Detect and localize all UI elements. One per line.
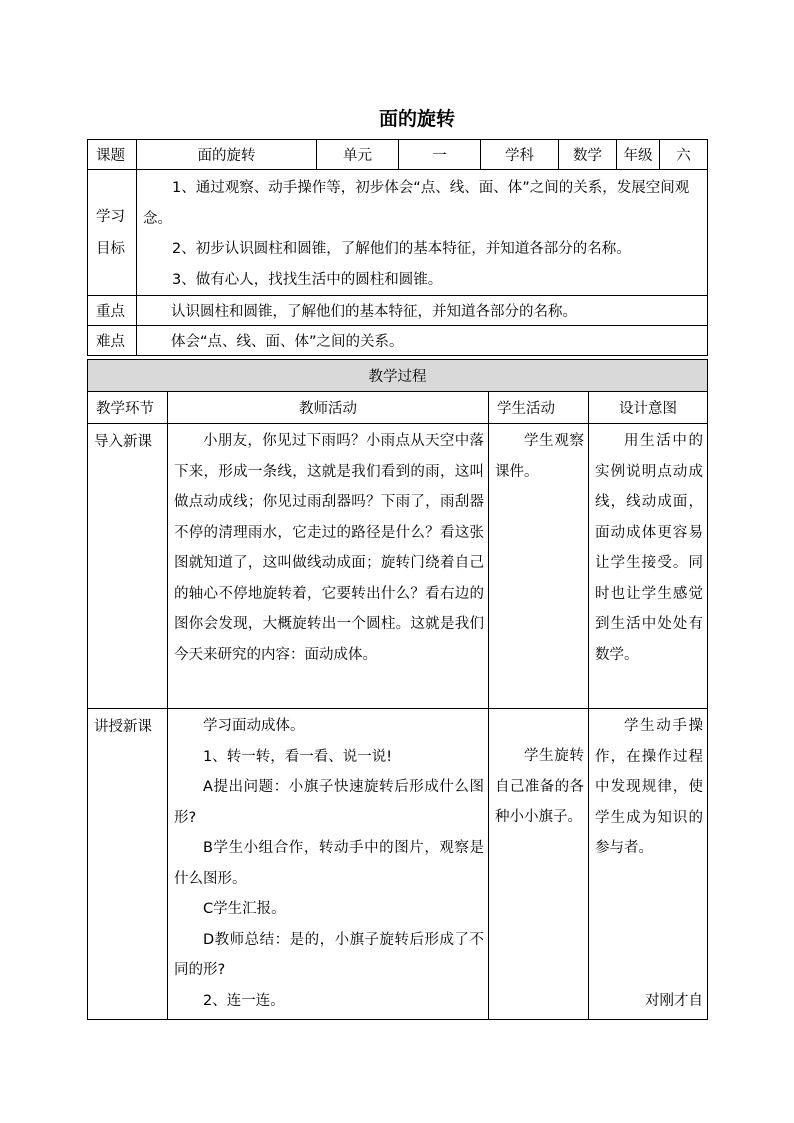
lesson-design-intent xyxy=(589,709,708,1020)
column-header: 学生活动 xyxy=(489,392,589,424)
lesson-teacher-line: B学生小组合作，转动手中的图片，观察是什么图形。 xyxy=(174,840,484,887)
lesson-teacher-activity xyxy=(168,709,489,1020)
lesson-teacher-line: 学习面动成体。 xyxy=(203,718,305,734)
lesson-student-activity xyxy=(489,709,589,1020)
process-header-row xyxy=(88,360,708,392)
column-header: 教师活动 xyxy=(168,392,489,424)
lesson-teacher-line: 1、转一转，看一看、说一说! xyxy=(203,748,393,765)
difficulty-label: 难点 xyxy=(88,326,137,356)
lesson-teacher-line: D教师总结：是的，小旗子旋转后形成了不同的形? xyxy=(174,931,484,978)
goals-label xyxy=(88,170,137,296)
grade-label: 年级 xyxy=(617,140,660,170)
lesson-info-table xyxy=(87,139,708,356)
key-point-label: 重点 xyxy=(88,296,137,326)
key-point-row xyxy=(88,296,708,326)
goal-item: 2、初步认识圆柱和圆锥，了解他们的基本特征，并知道各部分的名称。 xyxy=(172,241,631,257)
topic-value: 面的旋转 xyxy=(137,140,317,170)
lesson-teacher-line: 2、连一连。 xyxy=(203,992,285,1009)
intro-row xyxy=(88,424,708,709)
key-point-text: 认识圆柱和圆锥，了解他们的基本特征，并知道各部分的名称。 xyxy=(137,296,708,326)
lesson-section-label: 讲授新课 xyxy=(88,709,168,1020)
difficulty-text: 体会“点、线、面、体”之间的关系。 xyxy=(137,326,708,356)
intro-teacher-activity xyxy=(168,424,489,709)
subject-label: 学科 xyxy=(481,140,559,170)
intro-student-text: 学生观察课件。 xyxy=(495,433,584,480)
difficulty-row xyxy=(88,326,708,356)
page-title: 面的旋转 xyxy=(378,108,455,130)
goals-label-line1: 学习 xyxy=(96,208,125,225)
column-header: 设计意图 xyxy=(589,392,708,424)
unit-value: 一 xyxy=(399,140,481,170)
goals-row xyxy=(88,170,708,296)
goals-content xyxy=(137,170,708,296)
info-row xyxy=(88,140,708,170)
intro-design-text: 用生活中的实例说明点动成线，线动成面，面动成体更容易让学生接受。同时也让学生感觉到生活中处处有数学。 xyxy=(595,433,703,663)
intro-section-label: 导入新课 xyxy=(88,424,168,709)
teaching-process-table xyxy=(87,359,708,1020)
lesson-design-text: 学生动手操作，在操作过程中发现规律，使学生成为知识的参与者。 xyxy=(595,718,703,856)
unit-label: 单元 xyxy=(317,140,399,170)
lesson-student-text: 学生旋转自己准备的各种小小旗子。 xyxy=(495,748,584,825)
goal-item: 3、做有心人，找找生活中的圆柱和圆锥。 xyxy=(172,271,443,288)
lesson-design-text-continued: 对刚才自 xyxy=(645,992,703,1009)
process-header: 教学过程 xyxy=(88,360,708,392)
lesson-row xyxy=(88,709,708,1020)
goal-item: 1、通过观察、动手操作等，初步体会“点、线、面、体”之间的关系，发展空间观念。 xyxy=(143,180,690,227)
column-header: 教学环节 xyxy=(88,392,168,424)
lesson-teacher-line: C学生汇报。 xyxy=(203,901,286,917)
intro-student-activity xyxy=(489,424,589,709)
subject-value: 数学 xyxy=(559,140,617,170)
topic-label: 课题 xyxy=(88,140,137,170)
goals-label-line2: 目标 xyxy=(96,240,125,257)
column-header-row xyxy=(88,392,708,424)
intro-design-intent xyxy=(589,424,708,709)
grade-value: 六 xyxy=(660,140,708,170)
intro-teacher-text: 小朋友，你见过下雨吗？小雨点从天空中落下来，形成一条线，这就是我们看到的雨，这叫做点动成线；你见过雨刮器吗？下雨了，雨刮器不停的清理雨水，它走过的路径是什么？看这张图就知道了，这叫做线动成面；旋转门绕着自己的轴心不停地旋转着，它要转出什么？看右边的图你会发现，大概旋转出一个圆柱。这就是我们今天来研究的内容：面动成体。 xyxy=(174,433,484,663)
lesson-teacher-line: A提出问题：小旗子快速旋转后形成什么图形? xyxy=(174,779,484,826)
